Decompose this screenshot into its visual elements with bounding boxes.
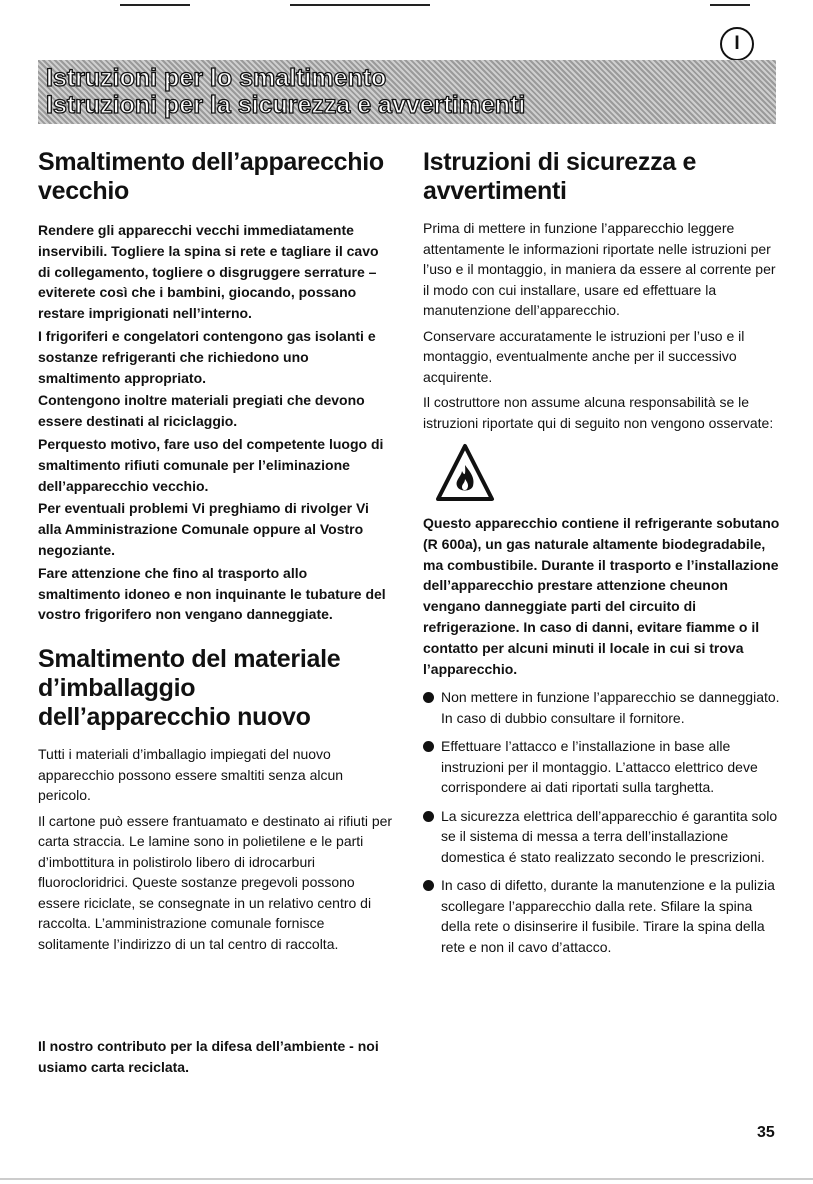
country-code-badge: I: [720, 27, 754, 61]
bottom-rule: [0, 1178, 813, 1180]
disposal-bold-paragraph: I frigoriferi e congelatori contengono gas isolanti e sostanze refrigeranti che richiedono uno smaltimento appropriato.: [38, 327, 376, 386]
safety-bullet-item: In caso di difetto, durante la manutenzione e la pulizia scollegare l’apparecchio dalla rete. Sfilare la spina della rete o disinserire il fusibile. Tirare la spina della rete e non il cavo d’attacco.: [423, 875, 783, 957]
safety-paragraph: Il costruttore non assume alcuna responsabilità se le istruzioni riportate qui di seguito non vengono osservate:: [423, 394, 774, 431]
packaging-paragraph: Tutti i materiali d’imballagio impiegati del nuovo apparecchio possono essere smaltiti senza alcun pericolo.: [38, 746, 344, 804]
safety-bullet-list: [423, 687, 783, 957]
refrigerant-warning: Questo apparecchio contiene il refrigerante sobutano (R 600a), un gas naturale altamente biodegradabile, ma combustibile. Durante il trasporto e l’installazione dell’apparecchio prestare attenzione cheunon vengano danneggiate parti del circuito di refrigerazione. In caso di danni, evitare fiamme o il contatto per alcuni minuti il locale in cui si trova l’apparecchio.: [423, 515, 780, 677]
packaging-paragraph: Il cartone può essere frantuamato e destinato ai rifiuti per carta straccia. Le lamine sono in polietilene e le parti d’imbottitura in polistirolo libero di idrocarburi fluorocloridrici. Queste sostanze pregevoli possono essere riciclate, se consegnate in un relativo centro di raccolta. L’amministrazione comunale fornisce solitamente l’indirizzo di un tal centro di raccolta.: [38, 812, 393, 952]
banner-line-1: Istruzioni per lo smaltimento: [46, 64, 387, 92]
flammable-warning-icon: [435, 443, 495, 503]
right-column: [423, 148, 783, 965]
safety-title: Istruzioni di sicurezza e avvertimenti: [423, 148, 697, 205]
section-banner: [38, 60, 776, 124]
environment-closing-note: Il nostro contributo per la difesa dell’ambiente - noi usiamo carta reciclata.: [38, 1038, 379, 1075]
safety-bullet-item: Effettuare l’attacco e l’installazione in base alle instruzioni per il montaggio. L’attacco elettrico deve corrispondere ai dati riportati sulla targhetta.: [423, 736, 783, 798]
disposal-bold-paragraph: Rendere gli apparecchi vecchi immediatamente inservibili. Togliere la spina si rete e tagliare il cavo di collegamento, togliere o disgruggere serrature – eviterete così che i bambini, giocando, possano restare imprigionati nell’interno.: [38, 222, 379, 322]
disposal-bold-paragraph: Perquesto motivo, fare uso del competente luogo di smaltimento rifiuti comunale per l’eliminazione dell’apparecchio vecchio.: [38, 435, 384, 494]
packaging-disposal-title: Smaltimento del materiale d’imballaggio dell’apparecchio nuovo: [38, 645, 341, 732]
left-column: [38, 148, 393, 1080]
safety-paragraph: Conservare accuratamente le istruzioni per l’uso e il montaggio, eventualmente anche per il successivo acquirente.: [423, 327, 745, 385]
disposal-bold-paragraph: Contengono inoltre materiali pregiati che devono essere destinati al riciclaggio.: [38, 392, 365, 430]
safety-bullet-item: La sicurezza elettrica dell’apparecchio é garantita solo se il sistema di messa a terra dell’installazione domestica é stato realizzato secondo le prescrizioni.: [423, 806, 783, 868]
disposal-bold-paragraph: Fare attenzione che fino al trasporto allo smaltimento idoneo e non inquinante le tubature del vostro frigorifero non vengano danneggiate.: [38, 564, 386, 623]
top-rule-left: [120, 4, 190, 6]
safety-paragraph: Prima di mettere in funzione l’apparecchio leggere attentamente le informazioni riportate nelle istruzioni per l’uso e il montaggio, in maniera da essere al corrente per il modo con cui installare, usare ed effettuare la manutenzione dell’apparecchio.: [423, 220, 776, 318]
banner-line-2: Istruzioni per la sicurezza e avvertimenti: [46, 91, 526, 119]
top-rule-right: [710, 4, 750, 6]
disposal-bold-paragraph: Per eventuali problemi Vi preghiamo di rivolger Vi alla Amministrazione Comunale oppure al Vostro negoziante.: [38, 500, 369, 558]
top-rule-mid: [290, 4, 430, 6]
safety-bullet-item: Non mettere in funzione l’apparecchio se danneggiato. In caso di dubbio consultare il fornitore.: [423, 687, 783, 728]
page-number: 35: [757, 1124, 775, 1141]
disposal-old-title: Smaltimento dell’apparecchio vecchio: [38, 148, 384, 205]
